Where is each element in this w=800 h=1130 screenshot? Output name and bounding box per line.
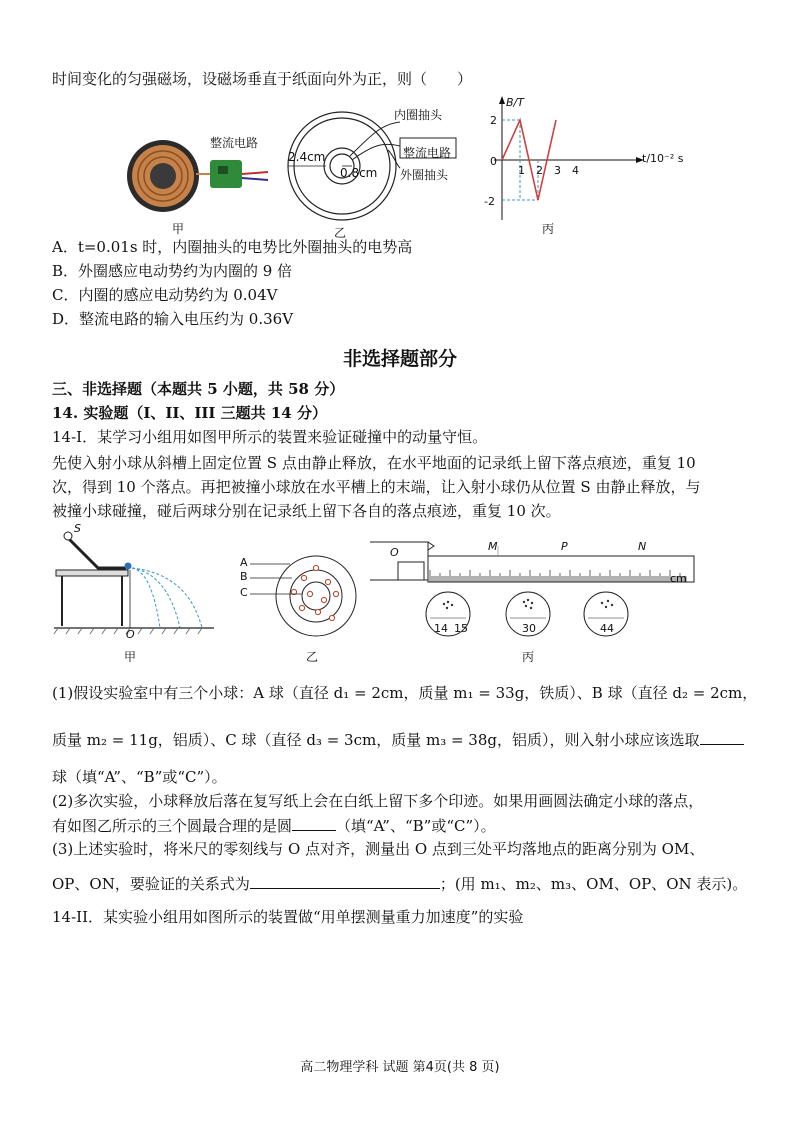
zoom2-label: 30 bbox=[522, 622, 536, 635]
fig14-jia bbox=[52, 522, 222, 668]
zoom3-label: 44 bbox=[600, 622, 614, 635]
ytick-2: 2 bbox=[490, 114, 497, 127]
fig13-bing bbox=[470, 92, 700, 242]
ruler-unit: cm bbox=[670, 572, 687, 585]
label-b: B bbox=[240, 570, 248, 583]
section-title: 非选择题部分 bbox=[342, 348, 457, 370]
ytick-0: 0 bbox=[490, 155, 497, 168]
label-rectifier-yi: 整流电路 bbox=[403, 146, 452, 160]
xtick-2: 2 bbox=[536, 164, 543, 177]
label-outer-tap: 外圈抽头 bbox=[400, 168, 449, 182]
q14-1-p3-line2b: ；(用 m₁、m₂、m₃、OM、OP、ON 表示)。 bbox=[439, 875, 748, 893]
q14-1-p3-line2a: OP、ON，要验证的关系式为 bbox=[52, 875, 250, 893]
option-d: D．整流电路的输入电压约为 0.36V bbox=[52, 310, 294, 328]
fig13-yi bbox=[282, 104, 482, 244]
zoom1-left: 14 bbox=[434, 622, 448, 635]
q14-1-p1-line3: 球（填“A”、“B”或“C”）。 bbox=[52, 768, 227, 786]
label-o-bing: O bbox=[390, 546, 399, 559]
label-inner-tap: 内圈抽头 bbox=[394, 108, 443, 122]
ball-s bbox=[64, 532, 72, 540]
q14-1-p1-line1: (1)假设实验室中有三个小球：A 球（直径 d₁ = 2cm，质量 m₁ = 33g，铁质）、B 球（直径 d₂ = 2cm， bbox=[52, 684, 758, 702]
caption-yi: 乙 bbox=[334, 226, 347, 240]
label-p: P bbox=[561, 540, 568, 553]
bt-chart bbox=[470, 92, 700, 242]
q14-1-p1-line2-wrap bbox=[52, 728, 744, 751]
para-line-1: 先使入射小球从斜槽上固定位置 S 点由静止释放，在水平地面的记录纸上留下落点痕迹，重复 10 bbox=[52, 454, 696, 472]
option-a: A．t=0.01s 时，内圈抽头的电势比外圈抽头的电势高 bbox=[52, 238, 413, 256]
landing-points bbox=[291, 565, 338, 620]
chart-xlabel: t/10⁻² s bbox=[642, 152, 684, 165]
coil-diagram bbox=[282, 104, 482, 244]
label-s: S bbox=[74, 522, 81, 535]
label-m: M bbox=[488, 540, 498, 553]
dim-inner: 0.8cm bbox=[340, 166, 378, 180]
answer-blank-1[interactable] bbox=[700, 728, 744, 745]
section-header: 三、非选择题（本题共 5 小题，共 58 分） bbox=[52, 380, 345, 398]
option-c: C．内圈的感应电动势约为 0.04V bbox=[52, 286, 278, 304]
q14-1-p2-line2b: （填“A”、“B”或“C”）。 bbox=[336, 817, 496, 835]
para-line-3: 被撞小球碰撞，碰后两球分别在记录纸上留下各自的落点痕迹，重复 10 次。 bbox=[52, 502, 561, 520]
ball-target bbox=[125, 563, 132, 570]
q14-1-p1-line2: 质量 m₂ = 11g，铝质）、C 球（直径 d₃ = 3cm，质量 m₃ = 38g，铝质），则入射小球应该选取 bbox=[52, 731, 700, 749]
q14-1-p2-line1: (2)多次实验，小球释放后落在复写纸上会在白纸上留下多个印迹。如果用画圆法确定小球的落点， bbox=[52, 792, 704, 810]
label-rectifier-jia: 整流电路 bbox=[210, 136, 259, 150]
q14-1-p3-line1: (3)上述实验时，将米尺的零刻线与 O 点对齐，测量出 O 点到三处平均落地点的距离分别为 OM、 bbox=[52, 840, 705, 858]
xtick-3: 3 bbox=[554, 164, 561, 177]
caption-jia: 甲 bbox=[172, 222, 185, 236]
dim-outer: 2.4cm bbox=[288, 150, 326, 164]
table bbox=[56, 570, 128, 576]
q14-2-title: 14-II．某实验小组用如图所示的装置做“用单摆测量重力加速度”的实验 bbox=[52, 908, 524, 926]
fig13-jia bbox=[118, 128, 288, 238]
answer-blank-3[interactable] bbox=[250, 872, 440, 889]
landing-circles bbox=[240, 548, 360, 648]
caption-14-jia: 甲 bbox=[124, 650, 137, 664]
q13-stem-tail: 时间变化的匀强磁场，设磁场垂直于纸面向外为正，则（ ） bbox=[52, 70, 473, 88]
fig14-bing bbox=[368, 536, 700, 668]
circle-c bbox=[302, 582, 330, 610]
coil-photo bbox=[118, 128, 288, 238]
ytick-neg2: -2 bbox=[484, 195, 495, 208]
option-b: B．外圈感应电动势约为内圈的 9 倍 bbox=[52, 262, 293, 280]
q14-1-title: 14-I．某学习小组用如图甲所示的装置来验证碰撞中的动量守恒。 bbox=[52, 428, 488, 446]
label-o-jia: O bbox=[126, 628, 135, 641]
xtick-1: 1 bbox=[518, 164, 525, 177]
q14-1-p3-line2-wrap bbox=[52, 872, 747, 895]
label-n: N bbox=[638, 540, 647, 553]
answer-blank-2[interactable] bbox=[292, 814, 336, 831]
q14-1-p2-line2a: 有如图乙所示的三个圆最合理的是圆 bbox=[52, 817, 293, 835]
xtick-4: 4 bbox=[572, 164, 579, 177]
chute bbox=[66, 536, 126, 568]
q14-header: 14. 实验题（I、II、III 三题共 14 分） bbox=[52, 404, 327, 422]
chute-apparatus bbox=[52, 528, 222, 658]
caption-14-yi: 乙 bbox=[306, 650, 319, 664]
caption-14-bing: 丙 bbox=[522, 650, 535, 664]
chart-ylabel: B/T bbox=[506, 96, 524, 109]
label-a: A bbox=[240, 556, 248, 569]
label-c: C bbox=[240, 586, 248, 599]
fig14-yi bbox=[240, 548, 360, 668]
page-footer: 高二物理学科 试题 第4页(共 8 页) bbox=[300, 1060, 500, 1075]
para-line-2: 次，得到 10 个落点。再把被撞小球放在水平槽上的末端，让入射小球仍从位置 S 由静止释放，与 bbox=[52, 478, 701, 496]
caption-bing: 丙 bbox=[542, 222, 555, 236]
zoom1-right: 15 bbox=[454, 622, 468, 635]
q14-1-p2-line2-wrap bbox=[52, 814, 496, 837]
